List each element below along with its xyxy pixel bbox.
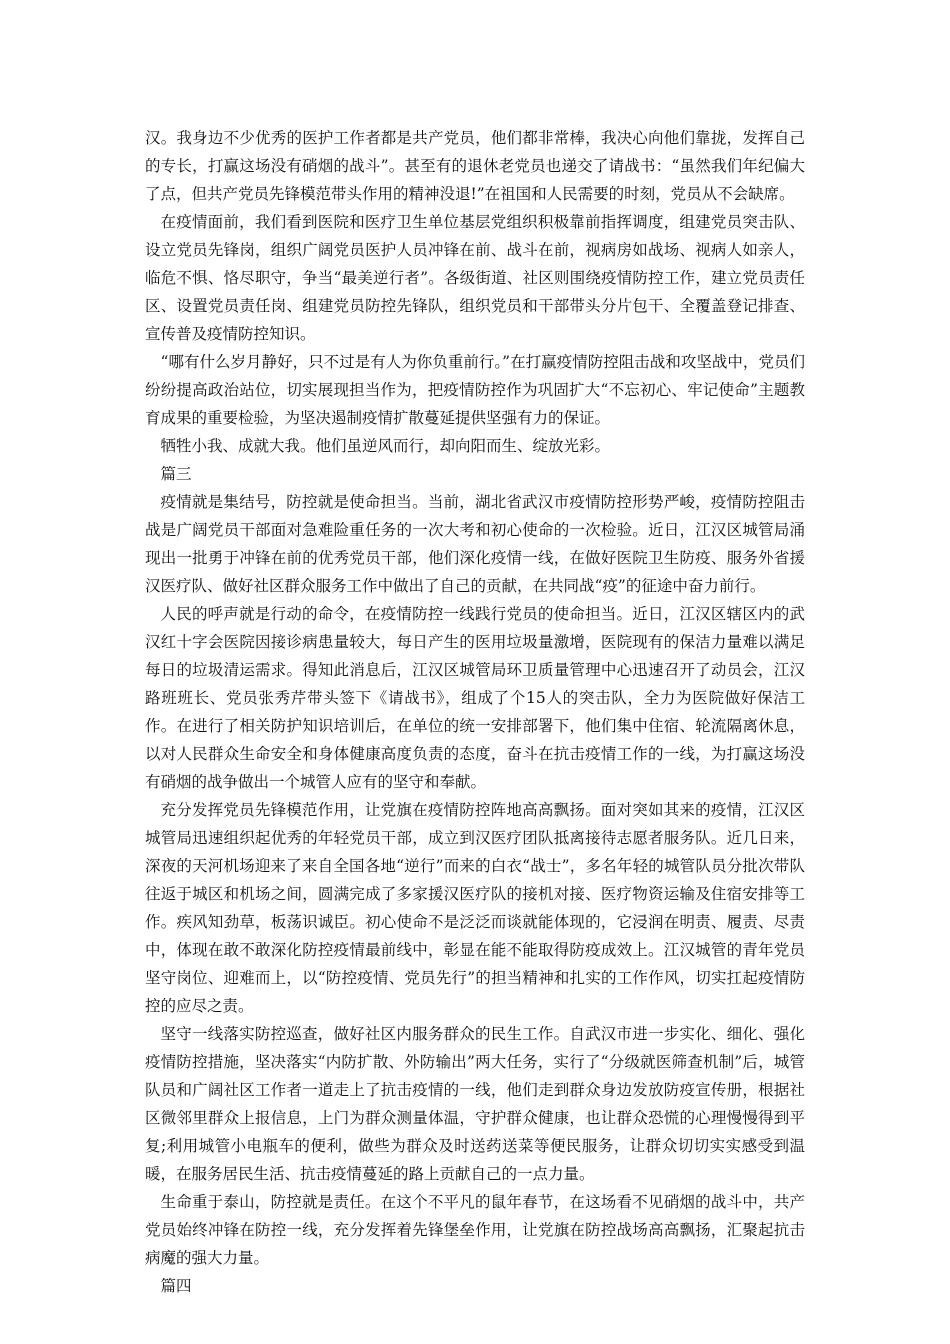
- section-heading: 篇四: [160, 1277, 192, 1295]
- paragraph-body: 在疫情面前，我们看到医院和医疗卫生单位基层党组织积极靠前指挥调度，组建党员突击队、设立党员先锋岗，组织广阔党员医护人员冲锋在前、战斗在前，视病房如战场、视病人如亲人，临危不惧、恪尽职守，争当“最美逆行者”。各级街道、社区则围绕疫情防控工作，建立党员责任区、设置党员责任岗、组建党员防控先锋队，组织党员和干部带头分片包干、全覆盖登记排查、宣传普及疫情防控知识。: [145, 213, 805, 343]
- paragraph-body: 坚守一线落实防控巡查，做好社区内服务群众的民生工作。自武汉市进一步实化、细化、强化疫情防控措施，坚决落实“内防扩散、外防输出”两大任务，实行了“分级就医筛查机制”后，城管队员和广阔社区工作者一道走上了抗击疫情的一线，他们走到群众身边发放防疫宣传册，根据社区微邻里群众上报信息，上门为群众测量体温，守护群众健康，也让群众恐慌的心理慢慢得到平复;利用城管小电瓶车的便利，做些为群众及时送药送菜等便民服务，让群众切切实实感受到温暖，在服务居民生活、抗击疫情蔓延的路上贡献自己的一点力量。: [145, 1025, 805, 1183]
- paragraph-body: “哪有什么岁月静好，只不过是有人为你负重前行。”在打赢疫情防控阻击战和攻坚战中，党员们纷纷提高政治站位，切实展现担当作为，把疫情防控作为巩固扩大“不忘初心、牢记使命”主题教育成果的重要检验，为坚决遏制疫情扩散蔓延提供坚强有力的保证。: [145, 353, 805, 427]
- document-body: [145, 124, 805, 1300]
- paragraph-continuation: 汉。我身边不少优秀的医护工作者都是共产党员，他们都非常棒，我决心向他们靠拢，发挥自己的专长，打赢这场没有硝烟的战斗”。甚至有的退休老党员也递交了请战书：“虽然我们年纪偏大了点，但共产党员先锋模范带头作用的精神没退!”在祖国和人民需要的时刻，党员从不会缺席。: [145, 129, 805, 203]
- paragraph-body: 疫情就是集结号，防控就是使命担当。当前，湖北省武汉市疫情防控形势严峻，疫情防控阻击战是广阔党员干部面对急难险重任务的一次大考和初心使命的一次检验。近日，江汉区城管局涌现出一批勇于冲锋在前的优秀党员干部，他们深化疫情一线，在做好医院卫生防疫、服务外省援汉医疗队、做好社区群众服务工作中做出了自己的贡献，在共同战“疫”的征途中奋力前行。: [145, 493, 805, 595]
- paragraph-body: 牺牲小我、成就大我。他们虽逆风而行，却向阳而生、绽放光彩。: [160, 437, 611, 455]
- paragraph-body: 生命重于泰山，防控就是责任。在这个不平凡的鼠年春节，在这场看不见硝烟的战斗中，共产党员始终冲锋在防控一线，充分发挥着先锋堡垒作用，让党旗在防控战场高高飘扬，汇聚起抗击病魔的强大力量。: [145, 1193, 805, 1267]
- paragraph-body: 充分发挥党员先锋模范作用，让党旗在疫情防控阵地高高飘扬。面对突如其来的疫情，江汉区城管局迅速组织起优秀的年轻党员干部，成立到汉医疗团队抵离接待志愿者服务队。近几日来，深夜的天河机场迎来了来自全国各地“逆行”而来的白衣“战士”，多名年轻的城管队员分批次带队往返于城区和机场之间，圆满完成了多家援汉医疗队的接机对接、医疗物资运输及住宿安排等工作。疾风知劲草，板荡识诚臣。初心使命不是泛泛而谈就能体现的，它浸润在明责、履责、尽责中，体现在敢不敢深化防控疫情最前线中，彰显在能不能取得防疫成效上。江汉城管的青年党员坚守岗位、迎难而上，以“防控疫情、党员先行”的担当精神和扎实的工作作风，切实扛起疫情防控的应尽之责。: [145, 801, 805, 1015]
- paragraph-body: 人民的呼声就是行动的命令，在疫情防控一线践行党员的使命担当。近日，江汉区辖区内的武汉红十字会医院因接诊病患量较大，每日产生的医用垃圾量激增，医院现有的保洁力量难以满足每日的垃圾清运需求。得知此消息后，江汉区城管局环卫质量管理中心迅速召开了动员会，江汉路班班长、党员张秀芹带头签下《请战书》，组成了个15人的突击队，全力为医院做好保洁工作。在进行了相关防护知识培训后，在单位的统一安排部署下，他们集中住宿、轮流隔离休息，以对人民群众生命安全和身体健康高度负责的态度，奋斗在抗击疫情工作的一线，为打赢这场没有硝烟的战争做出一个城管人应有的坚守和奉献。: [145, 605, 805, 791]
- section-heading: 篇三: [160, 465, 192, 483]
